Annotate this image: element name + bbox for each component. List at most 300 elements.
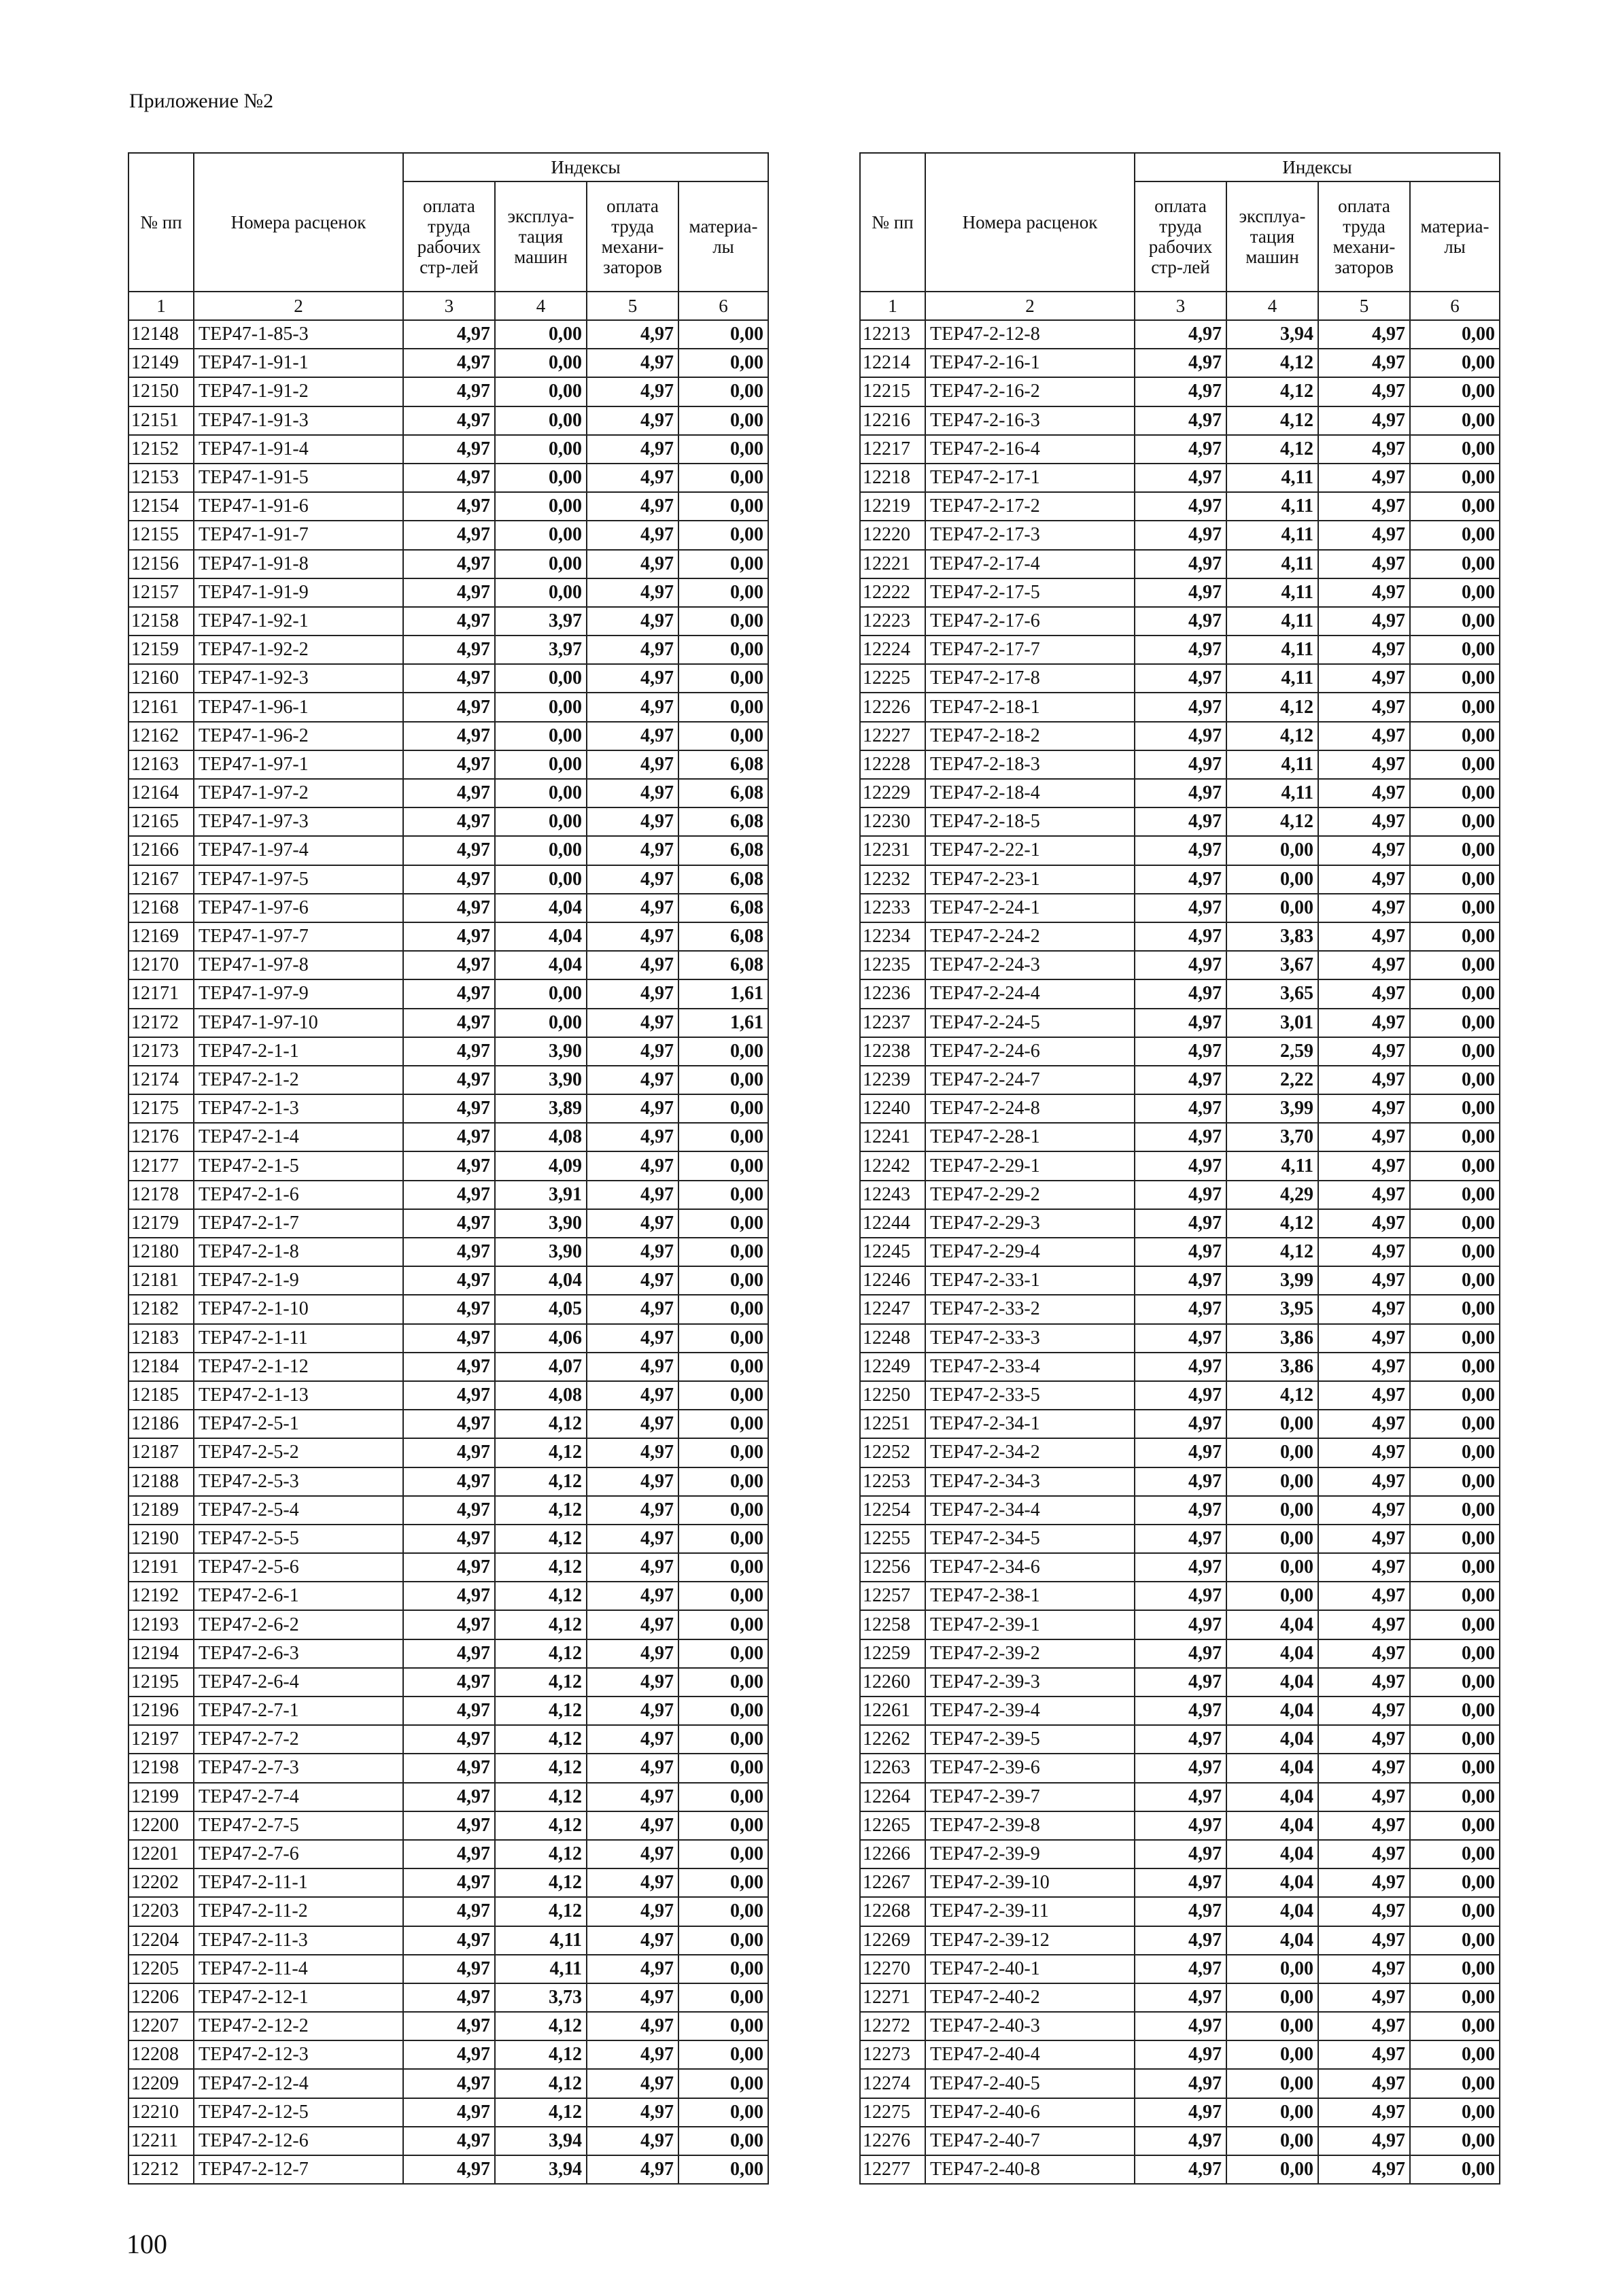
worker-pay-cell: 4,97: [1135, 1467, 1226, 1496]
table-row: [128, 1238, 768, 1266]
worker-pay-cell: 4,97: [1135, 979, 1226, 1008]
materials-cell: 0,00: [678, 722, 768, 750]
operator-pay-cell: 4,97: [587, 1410, 678, 1438]
table-row: [860, 664, 1500, 693]
operator-pay-cell: 4,97: [587, 521, 678, 549]
table-row: [128, 2069, 768, 2098]
row-number-cell: 12263: [860, 1754, 925, 1782]
row-number-cell: 12160: [128, 664, 194, 693]
table-row: [860, 406, 1500, 435]
machine-operation-cell: 0,00: [495, 693, 587, 721]
worker-pay-cell: 4,97: [403, 1151, 495, 1180]
row-number-cell: 12247: [860, 1295, 925, 1323]
materials-cell: 0,00: [1410, 521, 1500, 549]
operator-pay-cell: 4,97: [587, 1983, 678, 2012]
operator-pay-cell: 4,97: [587, 636, 678, 664]
table-row: [128, 1697, 768, 1725]
rate-code-cell: ТЕР47-2-1-3: [194, 1094, 403, 1123]
materials-cell: 0,00: [678, 1983, 768, 2012]
row-number-cell: 12236: [860, 979, 925, 1008]
operator-pay-cell: 4,97: [587, 1926, 678, 1955]
operator-pay-cell: 4,97: [1318, 1754, 1410, 1782]
row-number-cell: 12149: [128, 349, 194, 377]
table-row: [860, 693, 1500, 721]
machine-operation-cell: 3,97: [495, 607, 587, 636]
machine-operation-cell: 4,12: [495, 1668, 587, 1697]
operator-pay-cell: 4,97: [587, 349, 678, 377]
col-number-label: 1: [860, 292, 925, 320]
rate-code-cell: ТЕР47-1-97-2: [194, 779, 403, 807]
table-row: [860, 1324, 1500, 1353]
operator-pay-cell: 4,97: [1318, 2069, 1410, 2098]
machine-operation-cell: 4,29: [1226, 1181, 1318, 1209]
machine-operation-cell: 4,11: [1226, 1151, 1318, 1180]
operator-pay-cell: 4,97: [1318, 1610, 1410, 1639]
rate-code-cell: ТЕР47-2-39-11: [925, 1897, 1135, 1926]
machine-operation-cell: 4,12: [495, 1553, 587, 1582]
machine-operation-cell: 0,00: [495, 320, 587, 349]
table-row: [128, 435, 768, 464]
worker-pay-cell: 4,97: [403, 1266, 495, 1295]
rate-code-cell: ТЕР47-2-40-1: [925, 1955, 1135, 1983]
operator-pay-cell: 4,97: [1318, 1926, 1410, 1955]
machine-operation-cell: 4,12: [495, 2069, 587, 2098]
table-row: [128, 1754, 768, 1782]
row-number-cell: 12203: [128, 1897, 194, 1926]
table-row: [860, 1266, 1500, 1295]
row-number-cell: 12207: [128, 2012, 194, 2040]
rate-code-cell: ТЕР47-2-39-3: [925, 1668, 1135, 1697]
rate-code-cell: ТЕР47-1-97-5: [194, 865, 403, 894]
materials-cell: 6,08: [678, 750, 768, 779]
table-row: [860, 1381, 1500, 1410]
rate-code-cell: ТЕР47-2-40-4: [925, 2040, 1135, 2069]
machine-operation-cell: 4,12: [495, 1754, 587, 1782]
rate-code-cell: ТЕР47-2-1-1: [194, 1037, 403, 1066]
operator-pay-cell: 4,97: [587, 1094, 678, 1123]
row-number-cell: 12240: [860, 1094, 925, 1123]
rate-code-cell: ТЕР47-2-24-5: [925, 1009, 1135, 1037]
table-row: [128, 894, 768, 922]
operator-pay-cell: 4,97: [587, 435, 678, 464]
rate-code-cell: ТЕР47-1-91-6: [194, 492, 403, 521]
machine-operation-cell: 4,12: [1226, 1238, 1318, 1266]
materials-cell: 0,00: [1410, 1295, 1500, 1323]
materials-cell: 0,00: [1410, 1496, 1500, 1525]
table-row: [128, 1983, 768, 2012]
machine-operation-cell: 3,86: [1226, 1353, 1318, 1381]
table-row: [860, 1438, 1500, 1467]
table-row: [860, 492, 1500, 521]
row-number-cell: 12219: [860, 492, 925, 521]
worker-pay-cell: 4,97: [1135, 1697, 1226, 1725]
materials-cell: 0,00: [1410, 2040, 1500, 2069]
worker-pay-cell: 4,97: [403, 1410, 495, 1438]
materials-cell: 0,00: [1410, 1123, 1500, 1151]
row-number-cell: 12177: [128, 1151, 194, 1180]
operator-pay-cell: 4,97: [1318, 1151, 1410, 1180]
machine-operation-cell: 4,12: [495, 2012, 587, 2040]
worker-pay-cell: 4,97: [403, 1066, 495, 1094]
table-row: [860, 1868, 1500, 1897]
materials-cell: 0,00: [1410, 1353, 1500, 1381]
machine-operation-cell: 0,00: [1226, 1983, 1318, 2012]
table-row: [860, 1009, 1500, 1037]
operator-pay-cell: 4,97: [1318, 1582, 1410, 1610]
row-number-cell: 12270: [860, 1955, 925, 1983]
rate-code-cell: ТЕР47-2-24-7: [925, 1066, 1135, 1094]
worker-pay-cell: 4,97: [403, 1381, 495, 1410]
operator-pay-cell: 4,97: [1318, 1496, 1410, 1525]
row-number-cell: 12213: [860, 320, 925, 349]
operator-pay-cell: 4,97: [1318, 1353, 1410, 1381]
materials-cell: 0,00: [678, 1209, 768, 1238]
row-number-cell: 12156: [128, 550, 194, 578]
table-row: [128, 1037, 768, 1066]
rate-code-cell: ТЕР47-2-6-1: [194, 1582, 403, 1610]
worker-pay-cell: 4,97: [1135, 636, 1226, 664]
machine-operation-cell: 0,00: [495, 578, 587, 607]
worker-pay-cell: 4,97: [403, 2155, 495, 2184]
row-number-cell: 12192: [128, 1582, 194, 1610]
row-number-cell: 12165: [128, 807, 194, 836]
rate-code-cell: ТЕР47-2-7-1: [194, 1697, 403, 1725]
machine-operation-cell: 4,07: [495, 1353, 587, 1381]
rate-code-cell: ТЕР47-2-12-2: [194, 2012, 403, 2040]
table-row: [860, 1582, 1500, 1610]
row-number-cell: 12191: [128, 1553, 194, 1582]
row-number-cell: 12152: [128, 435, 194, 464]
row-number-cell: 12204: [128, 1926, 194, 1955]
table-row: [128, 1783, 768, 1811]
row-number-cell: 12150: [128, 377, 194, 406]
operator-pay-cell: 4,97: [1318, 2155, 1410, 2184]
materials-cell: 0,00: [678, 1926, 768, 1955]
rate-code-cell: ТЕР47-2-18-3: [925, 750, 1135, 779]
table-row: [860, 1467, 1500, 1496]
materials-cell: 0,00: [678, 2012, 768, 2040]
table-row: [860, 836, 1500, 865]
operator-pay-cell: 4,97: [587, 1123, 678, 1151]
machine-operation-cell: 0,00: [495, 521, 587, 549]
materials-cell: 0,00: [678, 1266, 768, 1295]
table-row: [128, 1496, 768, 1525]
materials-cell: 0,00: [678, 1783, 768, 1811]
row-number-cell: 12200: [128, 1811, 194, 1840]
rate-code-cell: ТЕР47-2-40-8: [925, 2155, 1135, 2184]
machine-operation-cell: 4,04: [1226, 1725, 1318, 1754]
materials-cell: 0,00: [1410, 2155, 1500, 2184]
row-number-cell: 12256: [860, 1553, 925, 1582]
machine-operation-cell: 4,12: [495, 1811, 587, 1840]
materials-cell: 1,61: [678, 979, 768, 1008]
worker-pay-cell: 4,97: [403, 1582, 495, 1610]
rate-code-cell: ТЕР47-2-6-2: [194, 1610, 403, 1639]
col-number-label: 6: [1410, 292, 1500, 320]
materials-cell: 0,00: [678, 1697, 768, 1725]
machine-operation-cell: 2,59: [1226, 1037, 1318, 1066]
worker-pay-cell: 4,97: [403, 1496, 495, 1525]
table-row: [128, 1438, 768, 1467]
machine-operation-cell: 3,90: [495, 1066, 587, 1094]
worker-pay-cell: 4,97: [403, 1926, 495, 1955]
worker-pay-cell: 4,97: [1135, 1897, 1226, 1926]
col-header-materials: материа-лы: [1410, 181, 1500, 292]
materials-cell: 0,00: [1410, 722, 1500, 750]
row-number-cell: 12229: [860, 779, 925, 807]
materials-cell: 0,00: [678, 550, 768, 578]
row-number-cell: 12155: [128, 521, 194, 549]
operator-pay-cell: 4,97: [1318, 1123, 1410, 1151]
operator-pay-cell: 4,97: [1318, 435, 1410, 464]
worker-pay-cell: 4,97: [403, 1783, 495, 1811]
row-number-cell: 12153: [128, 464, 194, 492]
machine-operation-cell: 0,00: [1226, 1553, 1318, 1582]
machine-operation-cell: 4,12: [495, 1897, 587, 1926]
row-number-cell: 12148: [128, 320, 194, 349]
row-number-cell: 12223: [860, 607, 925, 636]
table-row: [128, 951, 768, 979]
operator-pay-cell: 4,97: [1318, 2012, 1410, 2040]
table-row: [860, 1697, 1500, 1725]
rate-code-cell: ТЕР47-1-97-3: [194, 807, 403, 836]
worker-pay-cell: 4,97: [403, 1897, 495, 1926]
rate-code-cell: ТЕР47-2-11-2: [194, 1897, 403, 1926]
operator-pay-cell: 4,97: [1318, 636, 1410, 664]
worker-pay-cell: 4,97: [403, 349, 495, 377]
row-number-cell: 12154: [128, 492, 194, 521]
rate-code-cell: ТЕР47-2-33-4: [925, 1353, 1135, 1381]
rate-code-cell: ТЕР47-2-18-1: [925, 693, 1135, 721]
rate-code-cell: ТЕР47-1-91-5: [194, 464, 403, 492]
materials-cell: 0,00: [678, 1955, 768, 1983]
table-row: [860, 1066, 1500, 1094]
table-row: [128, 1410, 768, 1438]
operator-pay-cell: 4,97: [587, 1353, 678, 1381]
materials-cell: 0,00: [1410, 1983, 1500, 2012]
rate-code-cell: ТЕР47-2-39-2: [925, 1639, 1135, 1668]
rate-code-cell: ТЕР47-2-12-1: [194, 1983, 403, 2012]
operator-pay-cell: 4,97: [587, 722, 678, 750]
operator-pay-cell: 4,97: [1318, 1324, 1410, 1353]
machine-operation-cell: 4,12: [1226, 1209, 1318, 1238]
materials-cell: 0,00: [1410, 951, 1500, 979]
machine-operation-cell: 4,11: [1226, 607, 1318, 636]
rate-code-cell: ТЕР47-2-7-2: [194, 1725, 403, 1754]
materials-cell: 0,00: [1410, 1438, 1500, 1467]
table-row: [128, 320, 768, 349]
machine-operation-cell: 0,00: [1226, 865, 1318, 894]
machine-operation-cell: 0,00: [495, 1009, 587, 1037]
worker-pay-cell: 4,97: [403, 979, 495, 1008]
operator-pay-cell: 4,97: [587, 320, 678, 349]
materials-cell: 0,00: [678, 1811, 768, 1840]
worker-pay-cell: 4,97: [1135, 750, 1226, 779]
row-number-cell: 12184: [128, 1353, 194, 1381]
worker-pay-cell: 4,97: [403, 1123, 495, 1151]
materials-cell: 0,00: [678, 1353, 768, 1381]
table-row: [128, 750, 768, 779]
rate-code-cell: ТЕР47-2-39-4: [925, 1697, 1135, 1725]
operator-pay-cell: 4,97: [1318, 1525, 1410, 1553]
operator-pay-cell: 4,97: [587, 1725, 678, 1754]
worker-pay-cell: 4,97: [1135, 464, 1226, 492]
row-number-cell: 12205: [128, 1955, 194, 1983]
row-number-cell: 12264: [860, 1783, 925, 1811]
operator-pay-cell: 4,97: [587, 1897, 678, 1926]
col-header-number: № пп: [128, 153, 194, 292]
table-row: [128, 1467, 768, 1496]
rate-code-cell: ТЕР47-2-11-1: [194, 1868, 403, 1897]
row-number-cell: 12232: [860, 865, 925, 894]
materials-cell: 0,00: [1410, 377, 1500, 406]
machine-operation-cell: 4,12: [495, 1783, 587, 1811]
machine-operation-cell: 0,00: [1226, 1955, 1318, 1983]
row-number-cell: 12269: [860, 1926, 925, 1955]
rate-code-cell: ТЕР47-2-5-2: [194, 1438, 403, 1467]
worker-pay-cell: 4,97: [1135, 406, 1226, 435]
worker-pay-cell: 4,97: [403, 1037, 495, 1066]
rate-code-cell: ТЕР47-1-96-1: [194, 693, 403, 721]
operator-pay-cell: 4,97: [1318, 1811, 1410, 1840]
operator-pay-cell: 4,97: [587, 1754, 678, 1782]
row-number-cell: 12238: [860, 1037, 925, 1066]
materials-cell: 0,00: [1410, 1266, 1500, 1295]
materials-cell: 0,00: [678, 377, 768, 406]
rate-code-cell: ТЕР47-1-96-2: [194, 722, 403, 750]
machine-operation-cell: 0,00: [1226, 2040, 1318, 2069]
rate-code-cell: ТЕР47-2-34-1: [925, 1410, 1135, 1438]
materials-cell: 1,61: [678, 1009, 768, 1037]
operator-pay-cell: 4,97: [1318, 349, 1410, 377]
worker-pay-cell: 4,97: [403, 1209, 495, 1238]
table-row: [860, 636, 1500, 664]
row-number-cell: 12239: [860, 1066, 925, 1094]
rate-code-cell: ТЕР47-2-7-4: [194, 1783, 403, 1811]
worker-pay-cell: 4,97: [403, 865, 495, 894]
materials-cell: 0,00: [1410, 2069, 1500, 2098]
row-number-cell: 12185: [128, 1381, 194, 1410]
materials-cell: 0,00: [1410, 2127, 1500, 2155]
worker-pay-cell: 4,97: [1135, 1438, 1226, 1467]
machine-operation-cell: 3,94: [495, 2127, 587, 2155]
table-row: [128, 779, 768, 807]
rate-code-cell: ТЕР47-2-6-3: [194, 1639, 403, 1668]
row-number-cell: 12227: [860, 722, 925, 750]
materials-cell: 0,00: [1410, 1783, 1500, 1811]
machine-operation-cell: 4,08: [495, 1381, 587, 1410]
materials-cell: 6,08: [678, 807, 768, 836]
rate-code-cell: ТЕР47-2-18-5: [925, 807, 1135, 836]
machine-operation-cell: 0,00: [495, 664, 587, 693]
table-row: [860, 779, 1500, 807]
worker-pay-cell: 4,97: [1135, 1381, 1226, 1410]
worker-pay-cell: 4,97: [1135, 1840, 1226, 1868]
rate-code-cell: ТЕР47-2-33-1: [925, 1266, 1135, 1295]
operator-pay-cell: 4,97: [1318, 979, 1410, 1008]
operator-pay-cell: 4,97: [1318, 951, 1410, 979]
operator-pay-cell: 4,97: [587, 979, 678, 1008]
operator-pay-cell: 4,97: [1318, 922, 1410, 951]
rate-code-cell: ТЕР47-2-29-3: [925, 1209, 1135, 1238]
row-number-cell: 12175: [128, 1094, 194, 1123]
worker-pay-cell: 4,97: [1135, 1868, 1226, 1897]
row-number-cell: 12255: [860, 1525, 925, 1553]
worker-pay-cell: 4,97: [1135, 2098, 1226, 2127]
machine-operation-cell: 4,12: [1226, 377, 1318, 406]
materials-cell: 0,00: [1410, 664, 1500, 693]
operator-pay-cell: 4,97: [587, 377, 678, 406]
worker-pay-cell: 4,97: [403, 722, 495, 750]
machine-operation-cell: 0,00: [495, 377, 587, 406]
machine-operation-cell: 4,04: [1226, 1754, 1318, 1782]
row-number-cell: 12221: [860, 550, 925, 578]
row-number-cell: 12265: [860, 1811, 925, 1840]
table-row: [860, 1639, 1500, 1668]
materials-cell: 0,00: [678, 1123, 768, 1151]
row-number-cell: 12242: [860, 1151, 925, 1180]
page-header: Приложение №2: [129, 90, 274, 112]
table-row: [128, 979, 768, 1008]
row-number-cell: 12214: [860, 349, 925, 377]
table-row: [860, 550, 1500, 578]
table-row: [860, 521, 1500, 549]
worker-pay-cell: 4,97: [403, 464, 495, 492]
row-number-cell: 12225: [860, 664, 925, 693]
rate-code-cell: ТЕР47-2-24-1: [925, 894, 1135, 922]
worker-pay-cell: 4,97: [403, 1353, 495, 1381]
operator-pay-cell: 4,97: [587, 1467, 678, 1496]
rate-code-cell: ТЕР47-2-40-5: [925, 2069, 1135, 2098]
operator-pay-cell: 4,97: [1318, 1181, 1410, 1209]
table-row: [860, 1037, 1500, 1066]
rate-code-cell: ТЕР47-2-24-8: [925, 1094, 1135, 1123]
row-number-cell: 12245: [860, 1238, 925, 1266]
materials-cell: 0,00: [1410, 1610, 1500, 1639]
row-number-cell: 12198: [128, 1754, 194, 1782]
machine-operation-cell: 0,00: [1226, 2155, 1318, 2184]
index-table-left: [128, 152, 769, 2185]
col-number-label: 4: [495, 292, 587, 320]
materials-cell: 0,00: [1410, 1037, 1500, 1066]
operator-pay-cell: 4,97: [587, 1868, 678, 1897]
worker-pay-cell: 4,97: [403, 807, 495, 836]
machine-operation-cell: 4,11: [1226, 750, 1318, 779]
materials-cell: 0,00: [678, 1094, 768, 1123]
materials-cell: 0,00: [678, 1467, 768, 1496]
machine-operation-cell: 4,11: [495, 1926, 587, 1955]
row-number-cell: 12179: [128, 1209, 194, 1238]
materials-cell: 0,00: [678, 320, 768, 349]
row-number-cell: 12216: [860, 406, 925, 435]
table-row: [128, 1094, 768, 1123]
worker-pay-cell: 4,97: [1135, 1009, 1226, 1037]
materials-cell: 0,00: [678, 1668, 768, 1697]
worker-pay-cell: 4,97: [403, 1324, 495, 1353]
materials-cell: 0,00: [678, 1582, 768, 1610]
worker-pay-cell: 4,97: [403, 2098, 495, 2127]
materials-cell: 0,00: [1410, 1868, 1500, 1897]
machine-operation-cell: 4,11: [1226, 492, 1318, 521]
row-number-cell: 12199: [128, 1783, 194, 1811]
worker-pay-cell: 4,97: [403, 2040, 495, 2069]
table-row: [860, 1668, 1500, 1697]
table-row: [128, 664, 768, 693]
materials-cell: 0,00: [678, 607, 768, 636]
worker-pay-cell: 4,97: [1135, 320, 1226, 349]
machine-operation-cell: 4,04: [495, 894, 587, 922]
operator-pay-cell: 4,97: [587, 1610, 678, 1639]
